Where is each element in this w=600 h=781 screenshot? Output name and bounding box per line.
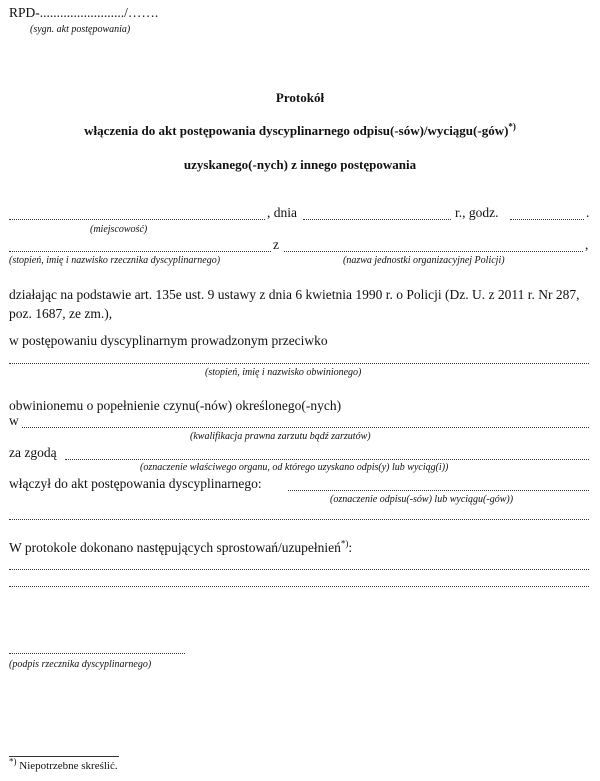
attached-caption: (oznaczenie odpisu(-sów) lub wyciągu(-gów)) bbox=[330, 494, 514, 505]
place-caption: (miejscowość) bbox=[90, 224, 148, 235]
corrections-field-line1[interactable] bbox=[9, 569, 589, 570]
from-label: z bbox=[273, 237, 279, 252]
charge-w-label: w bbox=[9, 413, 19, 428]
row-end-dot: . bbox=[586, 205, 590, 220]
signature-caption: (podpis rzecznika dyscyplinarnego) bbox=[9, 659, 152, 670]
unit-caption: (nazwa jednostki organizacyjnej Policji) bbox=[343, 255, 505, 266]
consent-field[interactable] bbox=[65, 459, 589, 460]
row-end-comma: , bbox=[585, 237, 589, 252]
officer-caption: (stopień, imię i nazwisko rzecznika dyscyplinarnego) bbox=[9, 255, 221, 266]
place-field[interactable] bbox=[9, 219, 265, 220]
document-title: Protokół bbox=[275, 90, 325, 105]
attached-label: włączył do akt postępowania dyscyplinarnego: bbox=[9, 476, 262, 491]
case-number: RPD-........................./……. bbox=[9, 5, 159, 20]
legal-basis-text: działając na podstawie art. 135e ust. 9 ustawy z dnia 6 kwietnia 1990 r. o Policji (Dz. U. z 2011 r. Nr 287, poz. 1687, ze zm.), bbox=[9, 287, 580, 321]
signature-field[interactable] bbox=[9, 653, 185, 654]
corrections-text bbox=[9, 540, 352, 556]
footnote-text: Niepotrzebne skreślić. bbox=[16, 760, 118, 772]
accused-field[interactable] bbox=[9, 363, 589, 364]
time-label: r., godz. bbox=[455, 205, 499, 220]
date-label: , dnia bbox=[267, 205, 297, 220]
corrections-colon: : bbox=[348, 540, 353, 555]
corrections-label: W protokole dokonano następujących sprostowań/uzupełnień bbox=[9, 540, 341, 555]
charge-caption: (kwalifikacja prawna zarzutu bądź zarzutów) bbox=[190, 431, 371, 442]
officer-field[interactable] bbox=[9, 251, 271, 252]
document-subtitle bbox=[0, 123, 600, 139]
proceeding-text: w postępowaniu dyscyplinarnym prowadzonym przeciwko bbox=[9, 333, 328, 348]
corrections-field-line2[interactable] bbox=[9, 586, 589, 587]
attached-field[interactable] bbox=[288, 490, 589, 491]
consent-label: za zgodą bbox=[9, 445, 57, 460]
consent-caption: (oznaczenie właściwego organu, od którego uzyskano odpis(y) lub wyciąg(i)) bbox=[140, 462, 449, 473]
subtitle-text: włączenia do akt postępowania dyscyplinarnego odpisu(-sów)/wyciągu(-gów) bbox=[84, 123, 509, 138]
footnote bbox=[9, 756, 118, 772]
subtitle-footnote-mark: *) bbox=[508, 121, 516, 132]
corrections-footnote-mark: *) bbox=[340, 538, 349, 549]
attached-field-line2[interactable] bbox=[9, 519, 589, 520]
footnote-rule bbox=[9, 756, 119, 757]
charge-field[interactable] bbox=[22, 427, 589, 428]
case-number-caption: (sygn. akt postępowania) bbox=[30, 24, 131, 35]
date-field[interactable] bbox=[303, 219, 451, 220]
footnote-mark: *) bbox=[9, 756, 17, 767]
time-field[interactable] bbox=[510, 219, 584, 220]
unit-field[interactable] bbox=[284, 251, 583, 252]
document-subtitle-line2: uzyskanego(-nych) z innego postępowania bbox=[183, 157, 417, 172]
accused-caption: (stopień, imię i nazwisko obwinionego) bbox=[205, 367, 362, 378]
charge-text: obwinionemu o popełnienie czynu(-nów) określonego(-nych) bbox=[9, 398, 342, 413]
